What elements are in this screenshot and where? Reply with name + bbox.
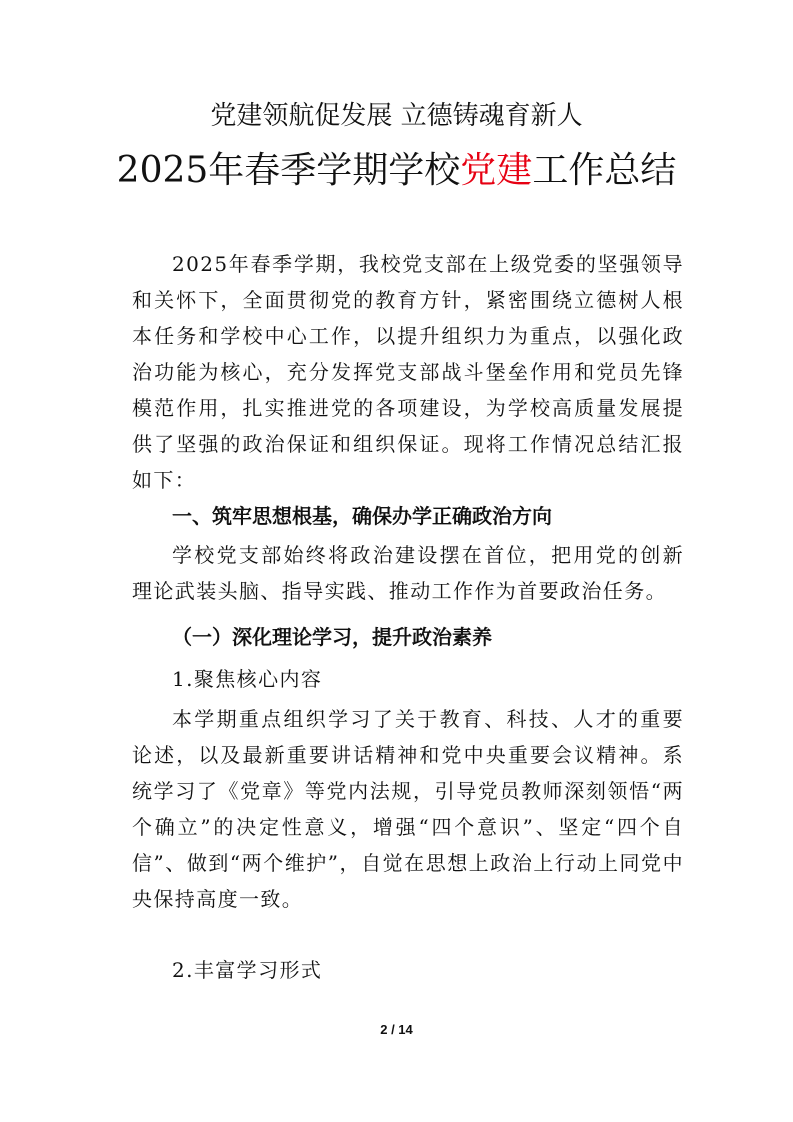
document-subtitle: 党建领航促发展 立德铸魂育新人	[210, 101, 583, 131]
section-heading-1: 一、筑牢思想根基，确保办学正确政治方向	[172, 504, 552, 528]
section-paragraph-1: 学校党支部始终将政治建设摆在首位，把用党的创新理论武装头脑、指导实践、推动工作作为首要政治任务。	[132, 543, 684, 603]
item-label-2: 2.丰富学习形式	[172, 958, 323, 982]
intro-paragraph: 2025年春季学期，我校党支部在上级党委的坚强领导和关怀下，全面贯彻党的教育方针，紧密围绕立德树人根本任务和学校中心工作，以提升组织力为重点，以强化政治功能为核心，充分发挥党支部战斗堡垒作用和党员先锋模范作用，扎实推进党的各项建设，为学校高质量发展提供了坚强的政治保证和组织保证。现将工作情况总结汇报如下：	[132, 252, 684, 492]
subsection-heading-1: （一）深化理论学习，提升政治素养	[172, 625, 492, 649]
item-paragraph-1: 本学期重点组织学习了关于教育、科技、人才的重要论述，以及最新重要讲话精神和党中央重要会议精神。系统学习了《党章》等党内法规，引导党员教师深刻领悟“两个确立”的决定性意义，增强“四个意识”、坚定“四个自信”、做到“两个维护”，自觉在思想上政治上行动上同党中央保持高度一致。	[132, 707, 684, 911]
title-text-after: 工作总结	[532, 150, 677, 191]
title-text-before: 2025年春季学期学校	[116, 150, 461, 191]
document-title	[0, 146, 793, 196]
page-number: 2 / 14	[380, 1022, 413, 1037]
item-label-1: 1.聚焦核心内容	[172, 667, 323, 691]
title-highlight: 党建	[460, 150, 533, 191]
